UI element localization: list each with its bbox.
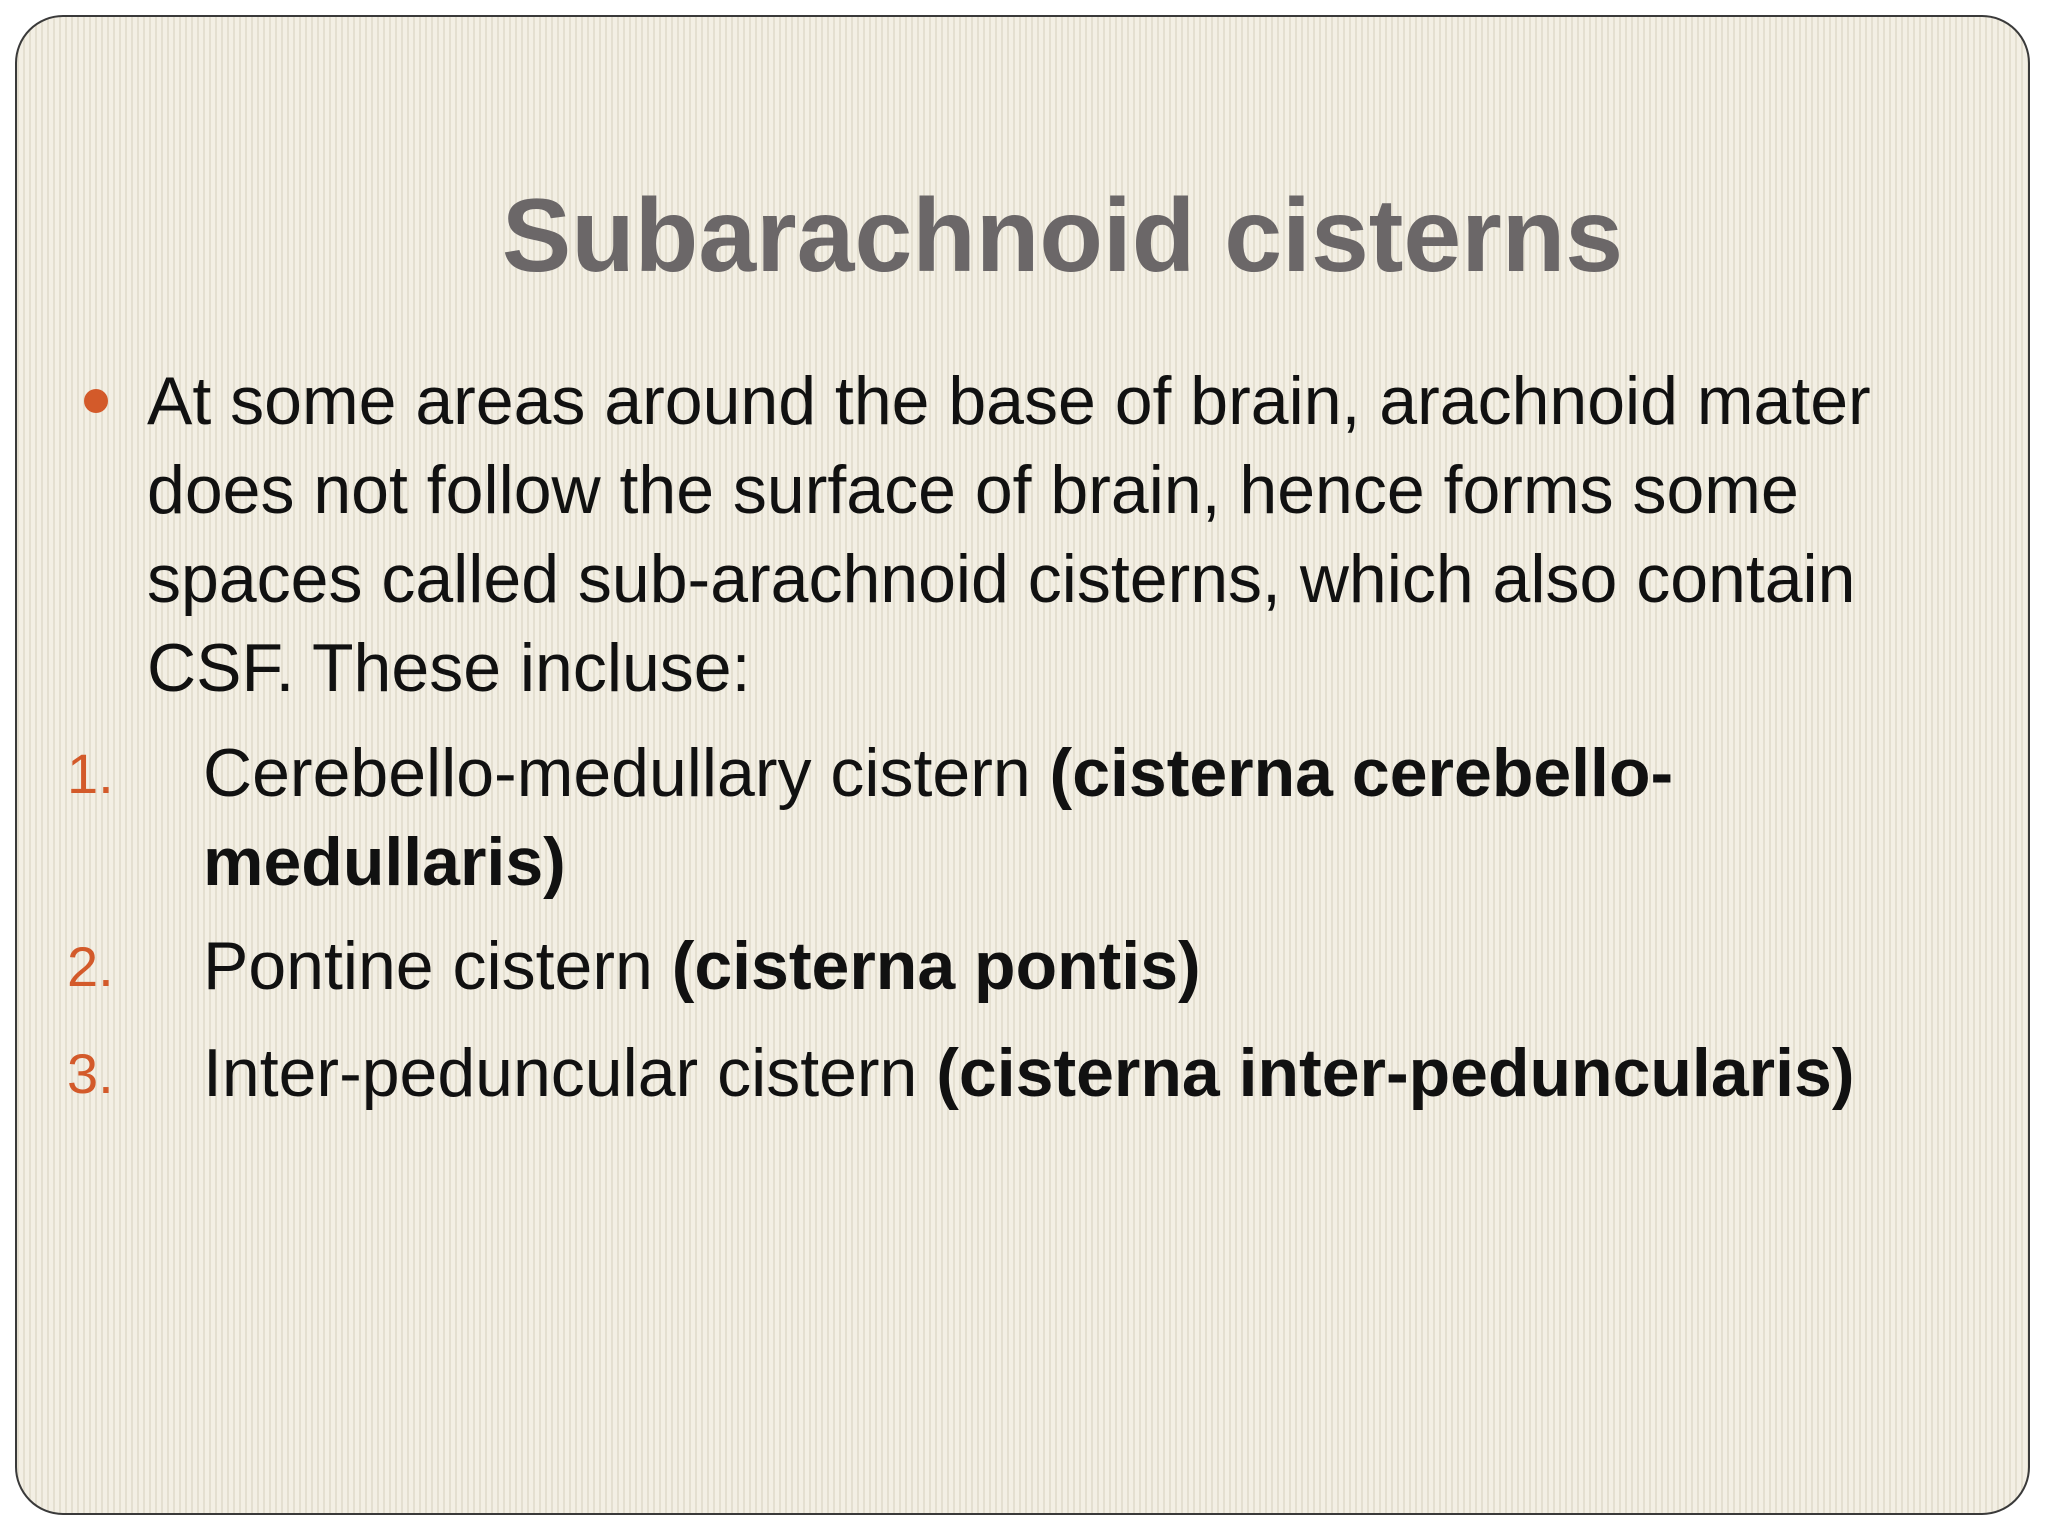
item-number: 3. bbox=[67, 1042, 114, 1105]
bullet-text: At some areas around the base of brain, arachnoid mater does not follow the surface of brain, hence forms some spaces called sub-arachnoid cisterns, which also contain CSF. These incluse: bbox=[147, 363, 1871, 706]
item-number: 2. bbox=[67, 935, 114, 998]
item-label: Pontine cistern bbox=[203, 928, 672, 1004]
slide bbox=[15, 15, 2030, 1515]
item-latin-name: (cisterna cerebello-medullaris) bbox=[203, 735, 1674, 900]
item-text bbox=[203, 729, 1967, 907]
item-number: 1. bbox=[67, 742, 114, 805]
bullet-dot-icon bbox=[84, 389, 108, 413]
numbered-item-3 bbox=[67, 1029, 1967, 1118]
bullet-item bbox=[72, 357, 1992, 713]
item-label: Inter-peduncular cistern bbox=[203, 1035, 937, 1111]
item-label: Cerebello-medullary cistern bbox=[203, 735, 1050, 811]
item-text bbox=[203, 922, 1967, 1011]
slide-title: Subarachnoid cisterns bbox=[501, 178, 1624, 294]
item-latin-name: (cisterna pontis) bbox=[671, 928, 1201, 1004]
numbered-item-2 bbox=[67, 922, 1967, 1011]
item-latin-name: (cisterna inter-peduncularis) bbox=[936, 1035, 1855, 1111]
numbered-item-1 bbox=[67, 729, 1967, 907]
item-text bbox=[203, 1029, 1967, 1118]
